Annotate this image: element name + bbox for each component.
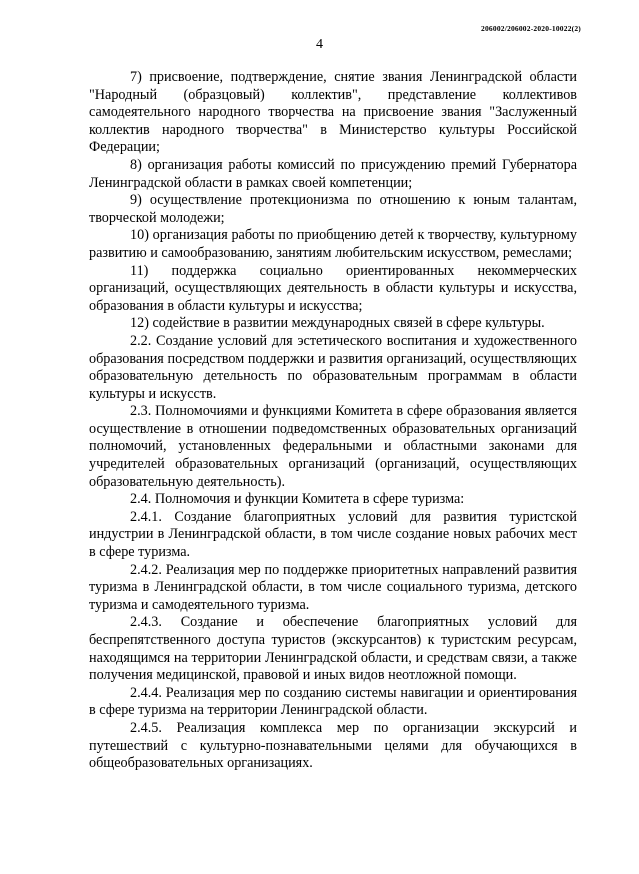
paragraph-item-11: 11) поддержка социально ориентированных некоммерческих организаций, осуществляющих деятельность в области культуры и искусства, образования в области культуры и искусства; (89, 262, 577, 314)
paragraph-section-2-4-2: 2.4.2. Реализация мер по поддержке приоритетных направлений развития туризма в Ленинградской области, в том числе социального туризма, детского туризма и самодеятельного туризма. (89, 561, 577, 613)
document-body (89, 69, 577, 773)
paragraph-item-9: 9) осуществление протекционизма по отношению к юным талантам, творческой молодежи; (89, 192, 577, 226)
paragraph-section-2-4-5: 2.4.5. Реализация комплекса мер по организации экскурсий и путешествий с культурно-познавательными целями для обучающихся в общеобразовательных организациях. (89, 719, 577, 772)
paragraph-section-2-4-3: 2.4.3. Создание и обеспечение благоприятных условий для беспрепятственного доступа туристов (экскурсантов) к туристским ресурсам, находящимся на территории Ленинградской области, и средствам связи, а также получения медицинской, правовой и иных видов неотложной помощи. (89, 614, 577, 684)
paragraph-section-2-4-1: 2.4.1. Создание благоприятных условий для развития туристской индустрии в Ленинградской области, в том числе создание новых рабочих мест в сфере туризма. (89, 508, 577, 561)
paragraph-section-2-3: 2.3. Полномочиями и функциями Комитета в сфере образования является осуществление в отношении подведомственных образовательных организаций полномочий, установленных федеральными и областными законами для учредителей образовательных организаций (организаций, осуществляющих образовательную деятельность). (89, 403, 577, 490)
paragraph-section-2-2: 2.2. Создание условий для эстетического воспитания и художественного образования посредством поддержки и развития организаций, осуществляющих образовательную детельность по образовательным программам в области культуры и искусств. (89, 332, 577, 402)
paragraph-item-12: 12) содействие в развитии международных связей в сфере культуры. (130, 315, 545, 332)
paragraph-item-7: 7) присвоение, подтверждение, снятие звания Ленинградской области "Народный (образцовый) коллектив", представление коллективов самодеятельного народного творчества на присвоение звания "Заслуженный коллектив народного творчества" в Министерство культуры Российской Федерации; (89, 69, 577, 156)
page-number: 4 (316, 37, 323, 52)
paragraph-item-8: 8) организация работы комиссий по присуждению премий Губернатора Ленинградской области в рамках своей компетенции; (89, 156, 577, 191)
paragraph-section-2-4-4: 2.4.4. Реализация мер по созданию системы навигации и ориентирования в сфере туризма на территории Ленинградской области. (89, 684, 577, 719)
paragraph-section-2-4: 2.4. Полномочия и функции Комитета в сфере туризма: (130, 491, 465, 508)
document-id: 206002/206002-2020-10022(2) (481, 24, 581, 33)
paragraph-item-10: 10) организация работы по приобщению детей к творчеству, культурному развитию и самообразованию, занятиям любительским искусством, ремеслами; (89, 227, 577, 261)
